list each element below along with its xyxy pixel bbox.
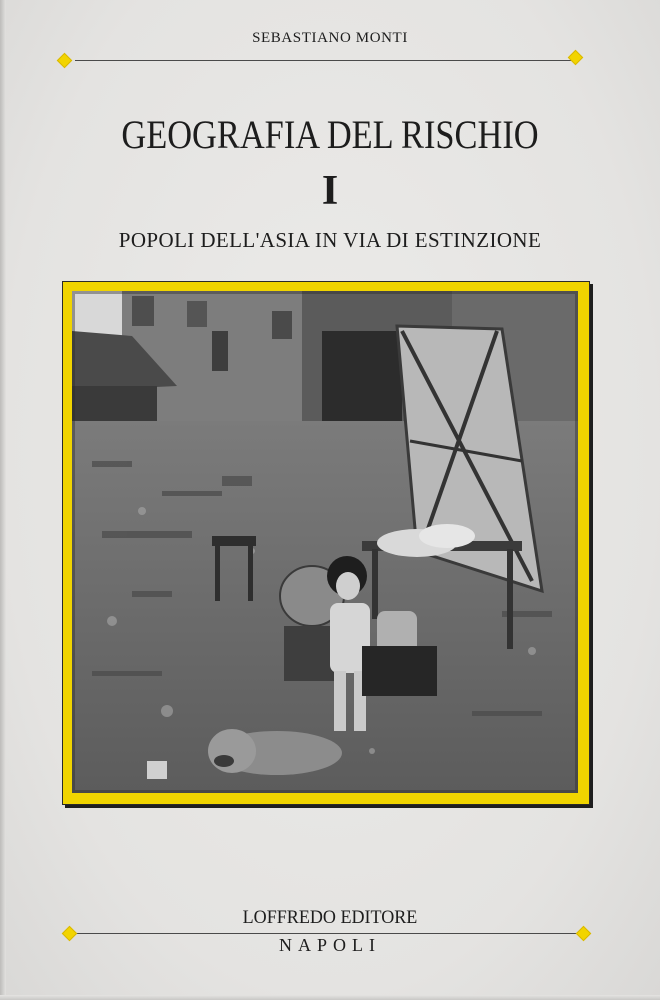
cover-photo	[72, 291, 578, 793]
top-divider	[75, 60, 577, 61]
top-left-diamond-ornament	[57, 53, 73, 69]
book-title: GEOGRAFIA DEL RISCHIO	[121, 112, 539, 157]
author-name: SEBASTIANO MONTI	[252, 30, 408, 46]
book-subtitle: POPOLI DELL'ASIA IN VIA DI ESTINZIONE	[118, 228, 542, 252]
publisher-city: NAPOLI	[279, 935, 381, 955]
page-edge-shadow-bottom	[0, 995, 660, 1000]
publisher-name: LOFFREDO EDITORE	[242, 907, 418, 928]
top-right-diamond-ornament	[568, 50, 584, 66]
volume-number: I	[321, 168, 339, 214]
bottom-divider	[75, 933, 577, 934]
page-edge-shadow	[0, 0, 6, 1000]
